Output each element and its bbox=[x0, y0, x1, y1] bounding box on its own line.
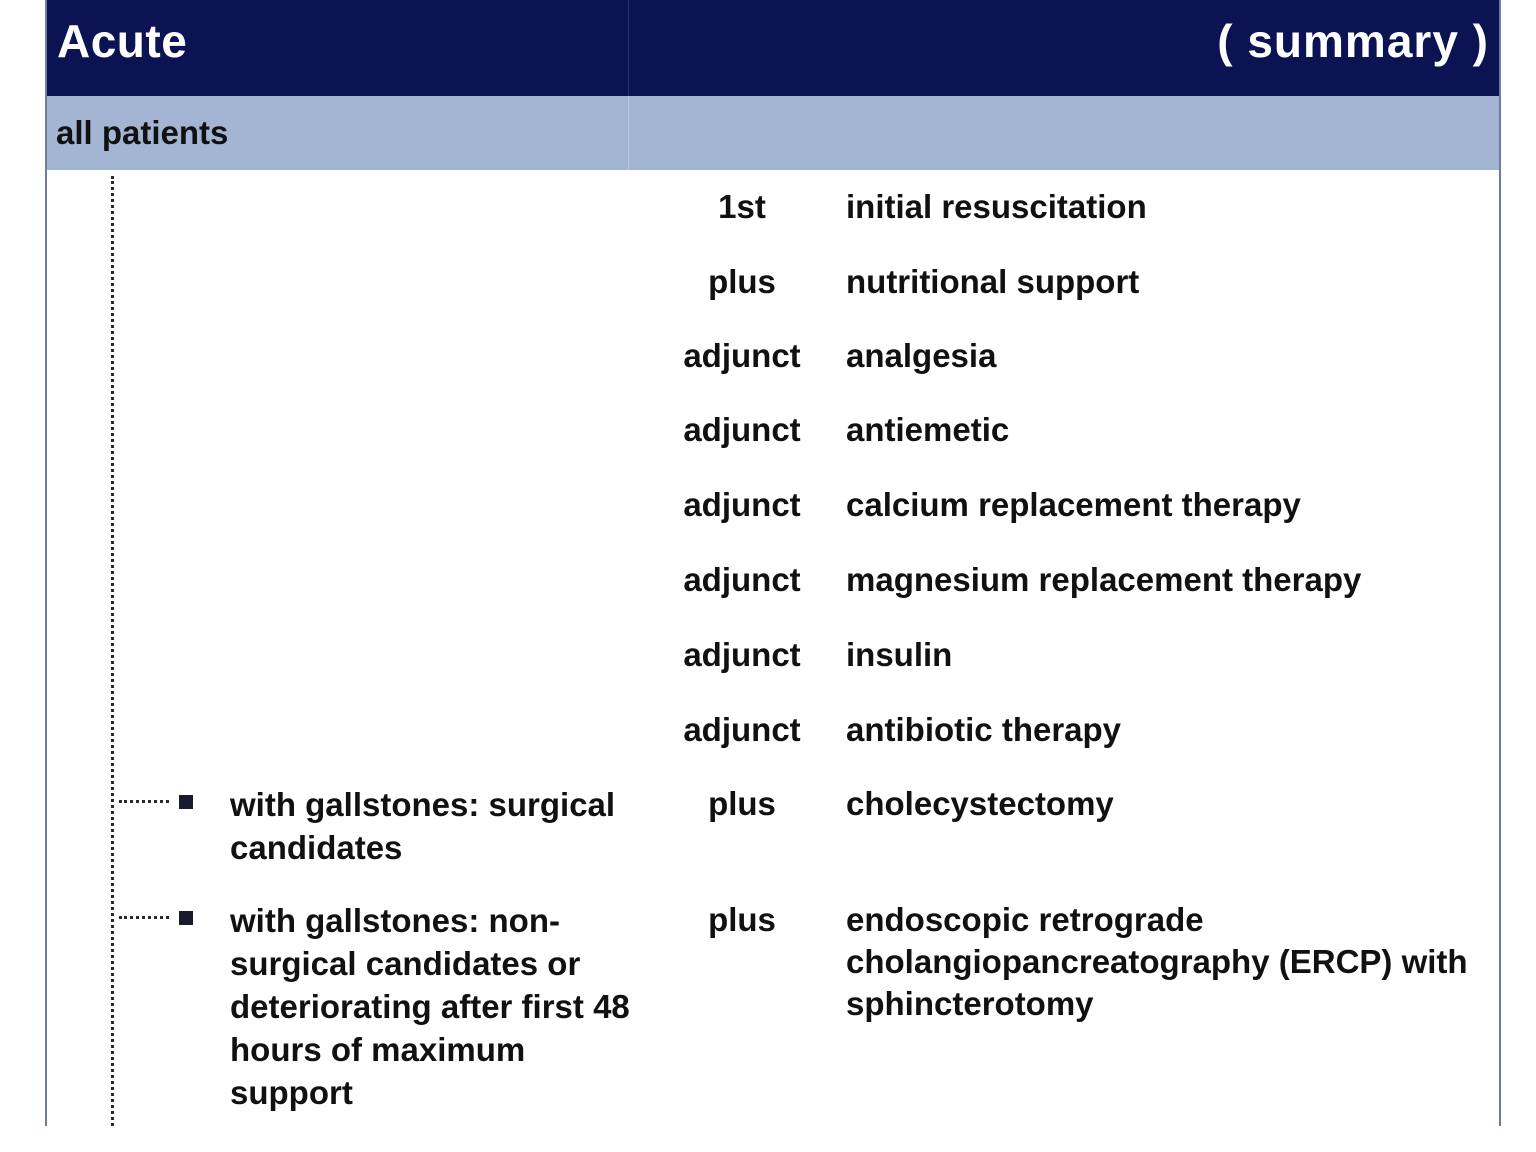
treatment-name: analgesia bbox=[846, 337, 997, 374]
treatment-name: antibiotic therapy bbox=[846, 711, 1122, 748]
title-divider bbox=[628, 0, 629, 96]
treatment-level: adjunct bbox=[683, 486, 801, 523]
treatment-name: calcium replacement therapy bbox=[846, 486, 1301, 523]
treatment-name: initial resuscitation bbox=[846, 188, 1147, 225]
treatment-level: plus bbox=[708, 785, 776, 822]
treatment-level: adjunct bbox=[683, 411, 801, 448]
treatment-name: endoscopic retrograde cholangiopancreatography (ERCP) with sphincterotomy bbox=[846, 901, 1468, 1022]
patient-group-bar bbox=[47, 96, 1499, 170]
subgroup-label: with gallstones: surgical candidates bbox=[230, 786, 616, 866]
treatment-level: adjunct bbox=[683, 636, 801, 673]
square-bullet-icon bbox=[179, 911, 193, 925]
treatment-summary-panel bbox=[45, 0, 1501, 1126]
treatment-name: nutritional support bbox=[846, 263, 1140, 300]
treatment-name: insulin bbox=[846, 636, 953, 673]
group-divider bbox=[628, 96, 629, 170]
page-title: Acute bbox=[57, 15, 188, 67]
patient-group-label: all patients bbox=[56, 114, 229, 151]
treatment-name: magnesium replacement therapy bbox=[846, 561, 1362, 598]
title-bar bbox=[47, 0, 1499, 96]
treatment-level: plus bbox=[708, 901, 776, 938]
treatment-level: 1st bbox=[718, 188, 766, 225]
treatment-level: adjunct bbox=[683, 561, 801, 598]
treatment-level: adjunct bbox=[683, 337, 801, 374]
subgroup-connector bbox=[119, 800, 169, 803]
treatment-level: plus bbox=[708, 263, 776, 300]
tree-connector-line bbox=[111, 176, 114, 1126]
treatment-name: cholecystectomy bbox=[846, 785, 1114, 822]
square-bullet-icon bbox=[179, 795, 193, 809]
treatment-level: adjunct bbox=[683, 711, 801, 748]
page-subtitle: ( summary ) bbox=[1217, 15, 1489, 67]
treatment-name: antiemetic bbox=[846, 411, 1010, 448]
subgroup-label: with gallstones: non-surgical candidates or deteriorating after first 48 hours of maximum support bbox=[230, 902, 630, 1111]
subgroup-connector bbox=[119, 916, 169, 919]
